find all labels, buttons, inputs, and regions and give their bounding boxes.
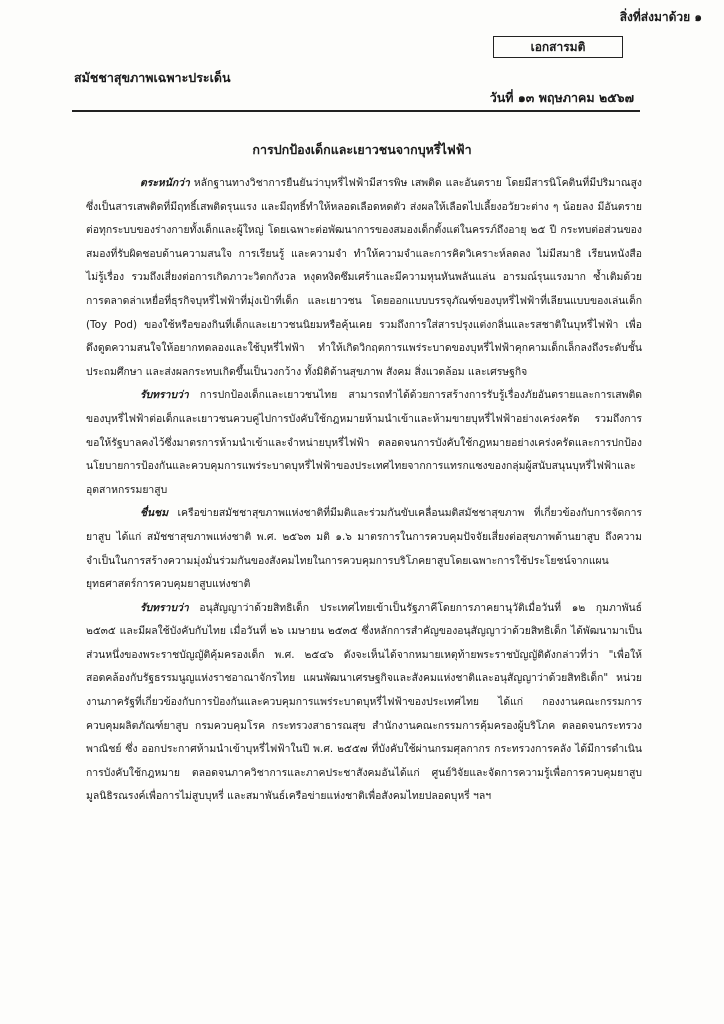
paragraph-text: อนุสัญญาว่าด้วยสิทธิเด็ก ประเทศไทยเข้าเป็นรัฐภาคีโดยการภาคยานุวัติเมื่อวันที่ ๑๒ กุมภาพันธ์ ๒๕๓๕ และมีผลใช้บังคับกับไทย เมื่อวันที่ ๒๖ เมษายน ๒๕๓๕ ซึ่งหลักการสำคัญของอนุสัญญาว่าด้วยสิทธิเด็ก ได้พัฒนามาเป็นส่วนหนึ่งของพระราชบัญญัติคุ้มครองเด็ก พ.ศ. ๒๕๔๖ ดังจะเห็นได้จากหมายเหตุท้ายพระราชบัญญัติดังกล่าวที่ว่า "เพื่อให้สอดคล้องกับรัฐธรรมนูญแห่งราชอาณาจักรไทย แผนพัฒนาเศรษฐกิจและสังคมแห่งชาติและอนุสัญญาว่าด้วยสิทธิเด็ก" หน่วยงานภาครัฐที่เกี่ยวข้องกับการป้องกันและควบคุมการแพร่ระบาดบุหรี่ไฟฟ้าของประเทศไทย ได้แก่ กองงานคณะกรรมการควบคุมผลิตภัณฑ์ยาสูบ กรมควบคุมโรค กระทรวงสาธารณสุข สำนักงานคณะกรรมการคุ้มครองผู้บริโภค ตลอดจนกระทรวงพาณิชย์ ซึ่ง ออกประกาศห้ามนำเข้าบุหรี่ไฟฟ้าในปี พ.ศ. ๒๕๕๗ ที่บังคับใช้ผ่านกรมศุลกากร กระทรวงการคลัง ได้มีการดำเนินการบังคับใช้กฎหมาย ตลอดจนภาควิชาการและภาคประชาสังคมอันได้แก่ ศูนย์วิจัยและจัดการความรู้เพื่อการควบคุมยาสูบ มูลนิธิรณรงค์เพื่อการไม่สูบบุหรี่ และสมาพันธ์เครือข่ายแห่งชาติเพื่อสังคมไทยปลอดบุหรี่ ฯลฯ [86,601,642,803]
paragraph-lead: รับทราบว่า [140,389,189,402]
assembly-name: สมัชชาสุขภาพเฉพาะประเด็น [74,70,231,85]
paragraph-recognize [86,172,642,384]
paragraph-lead: ตระหนักว่า [140,177,190,189]
paragraph-lead: รับทราบว่า [140,601,189,614]
paragraph-text: การปกป้องเด็กและเยาวชนไทย สามารถทำได้ด้วยการสร้างการรับรู้เรื่องภัยอันตรายและการเสพติดของบุหรี่ไฟฟ้าต่อเด็กและเยาวชนควบคู่ไปการบังคับใช้กฎหมายห้ามนำเข้าและห้ามขายบุหรี่ไฟฟ้าอย่างเคร่งครัด รวมถึงการขอให้รัฐบาลคงไว้ซึ่งมาตรการห้ามนำเข้าและจำหน่ายบุหรี่ไฟฟ้า ตลอดจนการบังคับใช้กฎหมายอย่างเคร่งครัดและการปกป้องนโยบายการป้องกันและควบคุมการแพร่ระบาดบุหรี่ไฟฟ้าของประเทศไทยจากการแทรกแซงของกลุ่มผู้สนับสนุนบุหรี่ไฟฟ้าและอุตสาหกรรมยาสูบ [86,389,642,496]
resolution-document-box: เอกสารมติ [493,36,623,58]
paragraph-text: เครือข่ายสมัชชาสุขภาพแห่งชาติที่มีมติและร่วมกันขับเคลื่อนมติสมัชชาสุขภาพ ที่เกี่ยวข้องกับการจัดการยาสูบ ได้แก่ สมัชชาสุขภาพแห่งชาติ พ.ศ. ๒๕๖๓ มติ ๑.๖ มาตรการในการควบคุมปัจจัยเสี่ยงต่อสุขภาพด้านยาสูบ ถึงความจำเป็นในการสร้างความมุ่งมั่นร่วมกันของสังคมไทยในการควบคุมการบริโภคยาสูบโดยเฉพาะการใช้ประโยชน์จากแผนยุทธศาสตร์การควบคุมยาสูบแห่งชาติ [86,507,642,591]
paragraph-text: หลักฐานทางวิชาการยืนยันว่าบุหรี่ไฟฟ้ามีสารพิษ เสพติด และอันตราย โดยมีสารนิโคตินที่มีปริมาณสูง ซึ่งเป็นสารเสพติดที่มีฤทธิ์เสพติดรุนแรง และมีฤทธิ์ทำให้หลอดเลือดหดตัว ส่งผลให้เลือดไปเลี้ยงอวัยวะต่าง ๆ น้อยลง มีอันตรายต่อทุกระบบของร่างกายทั้งเด็กและผู้ใหญ่ โดยเฉพาะต่อพัฒนาการของสมองเด็กตั้งแต่ในครรภ์ถึงอายุ ๒๕ ปี กระทบต่อส่วนของสมองที่รับผิดชอบด้านความสนใจ การเรียนรู้ และความจำ ทำให้ความจำและการคิดวิเคราะห์ลดลง ไม่มีสมาธิ เรียนหนังสือไม่รู้เรื่อง รวมถึงเสี่ยงต่อการเกิดภาวะวิตกกังวล หงุดหงิดซึมเศร้าและมีความหุนหันพลันแล่น อารมณ์รุนแรงมาก ซ้ำเติมด้วยการตลาดล่าเหยื่อที่ธุรกิจบุหรี่ไฟฟ้าที่มุ่งเป้าที่เด็ก และเยาวชน โดยออกแบบบรรจุภัณฑ์ของบุหรี่ไฟฟ้าที่เลียนแบบของเล่นเด็ก (Toy Pod) ของใช้หรือของกินที่เด็กและเยาวชนนิยมหรือคุ้นเคย รวมถึงการใส่สารปรุงแต่งกลิ่นและรสชาติในบุหรี่ไฟฟ้า เพื่อดึงดูดความสนใจให้อยากทดลองและใช้บุหรี่ไฟฟ้า ทำให้เกิดวิกฤตการแพร่ระบาดของบุหรี่ไฟฟ้าคุกคามเด็กเล็กลงถึงระดับชั้นประถมศึกษา และส่งผลกระทบเกิดขึ้นเป็นวงกว้าง ทั้งมิติด้านสุขภาพ สังคม สิ่งแวดล้อม และเศรษฐกิจ [86,177,642,378]
document-title: การปกป้องเด็กและเยาวชนจากบุหรี่ไฟฟ้า [252,142,472,157]
paragraph-lead: ชื่นชม [140,507,169,520]
paragraph-acknowledge-convention [86,597,642,809]
paragraph-commend [86,502,642,596]
paragraph-acknowledge [86,384,642,502]
document-body [86,172,642,809]
header-divider [72,110,640,112]
attachment-label: สิ่งที่ส่งมาด้วย ๑ [619,10,702,24]
document-date: วันที่ ๑๓ พฤษภาคม ๒๕๖๗ [489,90,634,105]
